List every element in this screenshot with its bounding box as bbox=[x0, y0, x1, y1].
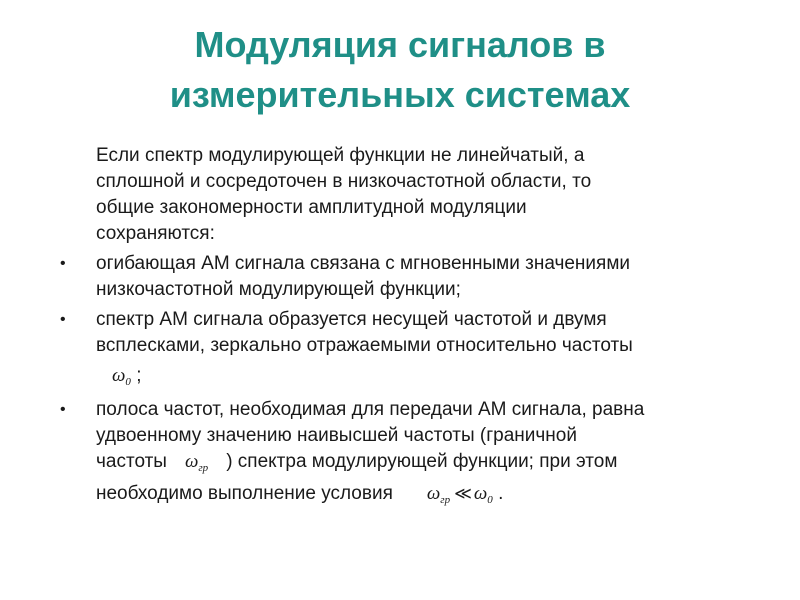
title-line-2: измерительных системах bbox=[169, 74, 631, 115]
bullet-1-line-1: огибающая АМ сигнала связана с мгновенными значениями bbox=[96, 253, 631, 274]
bullet-2-line-2: всплесками, зеркально отражаемыми относительно частоты bbox=[96, 335, 633, 356]
omega-subscript: 0 bbox=[487, 494, 493, 506]
bullet-3-line-3-end: ) спектра модулирующей функции; при этом bbox=[226, 451, 618, 472]
slide-title bbox=[0, 20, 800, 120]
bullet-item-spectrum bbox=[60, 307, 760, 393]
bullet-3-line-2: удвоенному значению наивысшей частоты (граничной bbox=[96, 425, 577, 446]
intro-line-3: общие закономерности амплитудной модуляции bbox=[96, 197, 527, 218]
slide-body bbox=[60, 143, 760, 517]
bullet-3-line-3-start: частоты bbox=[96, 451, 167, 472]
bullet-item-envelope bbox=[60, 251, 760, 303]
omega-zero-formula bbox=[112, 359, 131, 399]
bullet-3-line-4-end: . bbox=[492, 483, 504, 504]
much-less-than-symbol: ≪ bbox=[454, 484, 472, 504]
bullet-icon: • bbox=[60, 401, 66, 418]
omega-subscript: 0 bbox=[125, 376, 131, 388]
bullet-3-line-3 bbox=[96, 449, 760, 481]
title-line-1: Модуляция сигналов в bbox=[194, 24, 606, 65]
bullet-3-line-1: полоса частот, необходимая для передачи АМ сигнала, равна bbox=[96, 399, 645, 420]
omega-subscript: гр bbox=[198, 462, 209, 474]
bullet-3-line-4-start: необходимо выполнение условия bbox=[96, 483, 393, 504]
omega-subscript: гр bbox=[440, 494, 451, 506]
bullet-1-line-2: низкочастотной модулирующей функции; bbox=[96, 279, 461, 300]
omega-symbol: ω bbox=[426, 483, 441, 504]
bullet-icon: • bbox=[60, 311, 66, 328]
bullet-2-line-1: спектр АМ сигнала образуется несущей частотой и двумя bbox=[96, 309, 607, 330]
condition-formula bbox=[427, 481, 493, 513]
omega-symbol: ω bbox=[473, 483, 488, 504]
bullet-2-line-3-tail: ; bbox=[130, 365, 142, 386]
bullet-3-line-4 bbox=[96, 481, 760, 513]
intro-line-2: сплошной и сосредоточен в низкочастотной области, то bbox=[96, 171, 592, 192]
bullet-item-bandwidth bbox=[60, 397, 760, 513]
bullet-icon: • bbox=[60, 255, 66, 272]
intro-paragraph bbox=[60, 143, 760, 247]
omega-symbol: ω bbox=[112, 365, 126, 386]
omega-gr-formula bbox=[185, 449, 208, 481]
intro-line-4: сохраняются: bbox=[96, 223, 215, 244]
intro-line-1: Если спектр модулирующей функции не линейчатый, а bbox=[96, 145, 585, 166]
bullet-2-formula-line bbox=[96, 359, 760, 393]
omega-symbol: ω bbox=[184, 451, 199, 472]
